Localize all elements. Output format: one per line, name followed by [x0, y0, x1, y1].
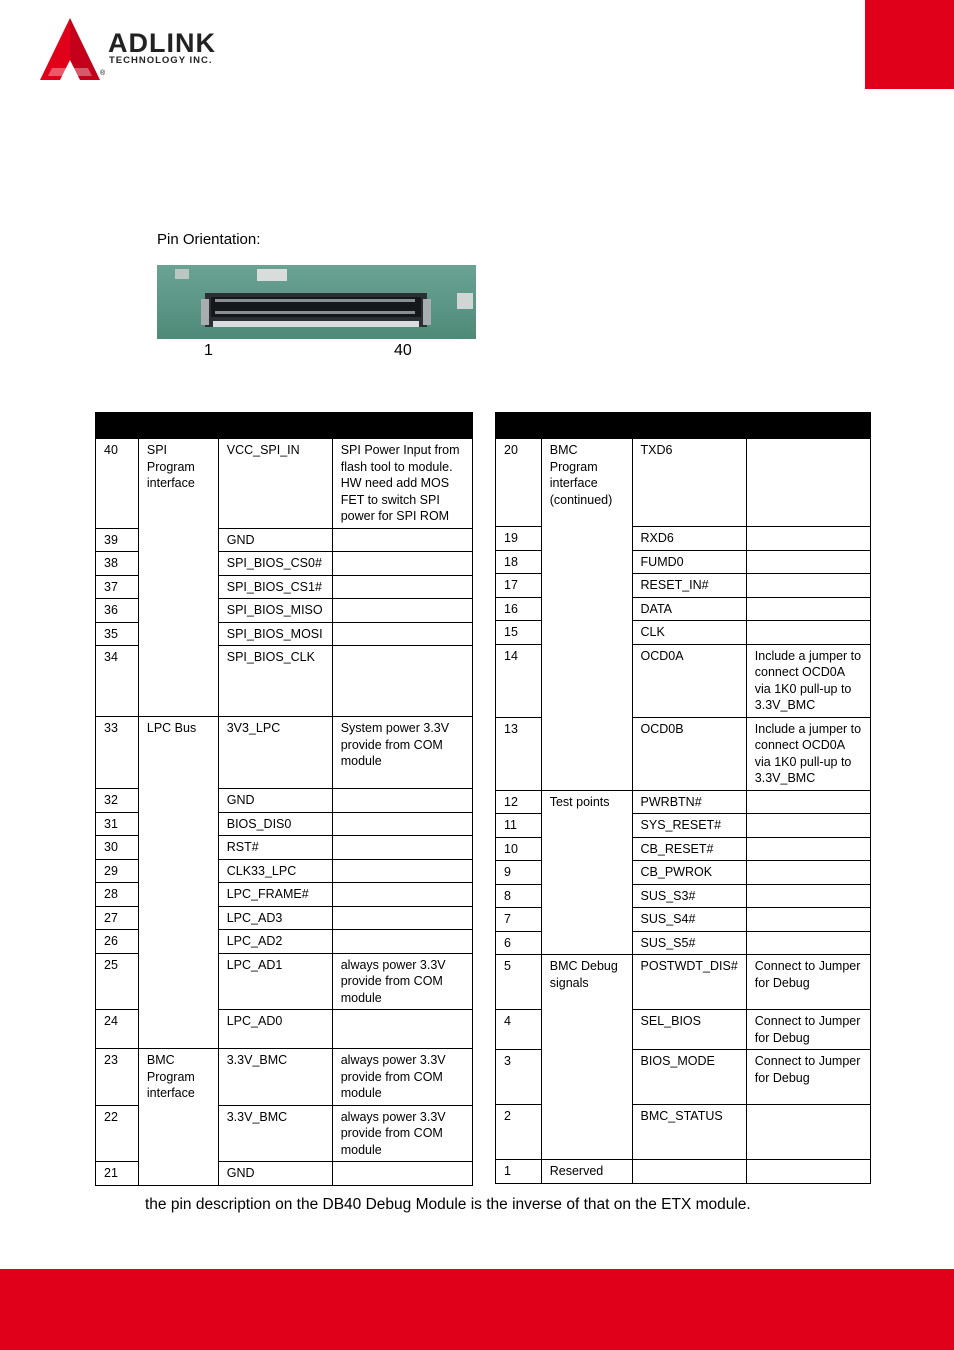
signal-name: RESET_IN#: [632, 574, 746, 598]
signal-name: SEL_BIOS: [632, 1010, 746, 1050]
pin-number: 39: [96, 528, 139, 552]
signal-name: RST#: [218, 836, 332, 860]
signal-name: CB_RESET#: [632, 837, 746, 861]
pin-description: [746, 597, 870, 621]
pin-description: [332, 599, 472, 623]
pin-description: Include a jumper to connect OCD0A via 1K0 pull-up to 3.3V_BMC: [746, 717, 870, 790]
pin-description: [332, 859, 472, 883]
pin-description: [746, 790, 870, 814]
signal-name: CLK: [632, 621, 746, 645]
pin-description: [332, 812, 472, 836]
pin-description: [332, 1010, 472, 1049]
pin-number: 7: [496, 908, 542, 932]
pin-description: Connect to Jumper for Debug: [746, 1050, 870, 1105]
signal-group: BMC Program interface: [138, 1049, 218, 1186]
pin-description: [332, 646, 472, 717]
pin-description: [746, 574, 870, 598]
pin-description: [332, 930, 472, 954]
pin-description: [746, 861, 870, 885]
pin-number: 16: [496, 597, 542, 621]
pin-description: [332, 575, 472, 599]
pin-number: 31: [96, 812, 139, 836]
pin-number: 12: [496, 790, 542, 814]
pin-description: [746, 908, 870, 932]
pin-number: 32: [96, 789, 139, 813]
table-header-row: [96, 413, 473, 439]
pin-number: 24: [96, 1010, 139, 1049]
table-row: [496, 790, 871, 814]
signal-name: TXD6: [632, 439, 746, 527]
signal-name: LPC_AD0: [218, 1010, 332, 1049]
signal-name: SUS_S5#: [632, 931, 746, 955]
signal-name: GND: [218, 528, 332, 552]
pin-number: 28: [96, 883, 139, 907]
pin-number: 11: [496, 814, 542, 838]
pin-description: Include a jumper to connect OCD0A via 1K0 pull-up to 3.3V_BMC: [746, 644, 870, 717]
pin-description: [332, 836, 472, 860]
pin-number: 5: [496, 955, 542, 1010]
pin-description: [746, 621, 870, 645]
signal-name: FUMD0: [632, 550, 746, 574]
pin-number: 40: [96, 439, 139, 529]
pin-number: 23: [96, 1049, 139, 1106]
pin-number: 37: [96, 575, 139, 599]
signal-name: POSTWDT_DIS#: [632, 955, 746, 1010]
pin-number: 27: [96, 906, 139, 930]
pin-description: SPI Power Input from flash tool to module. HW need add MOS FET to switch SPI power for SPI ROM: [332, 439, 472, 529]
signal-group: BMC Program interface (continued): [541, 439, 632, 791]
pin-number: 18: [496, 550, 542, 574]
pin-number: 13: [496, 717, 542, 790]
footnote: the pin description on the DB40 Debug Module is the inverse of that on the ETX module.: [145, 1196, 751, 1213]
pin-number: 17: [496, 574, 542, 598]
signal-name: CB_PWROK: [632, 861, 746, 885]
pin-number: 21: [96, 1162, 139, 1186]
brand-subtitle: TECHNOLOGY INC.: [109, 55, 213, 66]
pin-number: 15: [496, 621, 542, 645]
pin-description: [332, 622, 472, 646]
signal-name: OCD0B: [632, 717, 746, 790]
pin-description: Connect to Jumper for Debug: [746, 1010, 870, 1050]
pin-description: [332, 883, 472, 907]
pin-description: System power 3.3V provide from COM module: [332, 717, 472, 789]
pin-description: [746, 439, 870, 527]
signal-name: BMC_STATUS: [632, 1105, 746, 1160]
pin-number: 36: [96, 599, 139, 623]
pin-table-left: [95, 412, 473, 1186]
signal-name: PWRBTN#: [632, 790, 746, 814]
pin-number: 1: [496, 1160, 542, 1184]
signal-name: BIOS_MODE: [632, 1050, 746, 1105]
pin-number: 6: [496, 931, 542, 955]
pin-description: [746, 884, 870, 908]
signal-name: SYS_RESET#: [632, 814, 746, 838]
signal-name: SPI_BIOS_CLK: [218, 646, 332, 717]
signal-name: SPI_BIOS_MOSI: [218, 622, 332, 646]
pin-number: 29: [96, 859, 139, 883]
table-row: [496, 955, 871, 1010]
pin-number: 33: [96, 717, 139, 789]
signal-group: Reserved: [541, 1160, 632, 1184]
signal-name: GND: [218, 789, 332, 813]
connector-photo: [157, 265, 476, 339]
signal-name: LPC_AD2: [218, 930, 332, 954]
pin-number: 35: [96, 622, 139, 646]
pin-description: [746, 550, 870, 574]
signal-name: CLK33_LPC: [218, 859, 332, 883]
pin-description: [746, 527, 870, 551]
brand-name: ADLINK: [108, 28, 216, 58]
table-row: [96, 439, 473, 529]
signal-name: SUS_S4#: [632, 908, 746, 932]
signal-group: LPC Bus: [138, 717, 218, 1049]
signal-name: SPI_BIOS_MISO: [218, 599, 332, 623]
signal-name: LPC_FRAME#: [218, 883, 332, 907]
pin-number: 8: [496, 884, 542, 908]
pin-description: [332, 528, 472, 552]
signal-name: 3.3V_BMC: [218, 1049, 332, 1106]
pin-1-label: 1: [204, 342, 213, 359]
pin-number: 14: [496, 644, 542, 717]
signal-name: OCD0A: [632, 644, 746, 717]
signal-name: LPC_AD3: [218, 906, 332, 930]
pin-number: 20: [496, 439, 542, 527]
pin-description: [332, 1162, 472, 1186]
pin-description: [332, 789, 472, 813]
signal-name: SPI_BIOS_CS0#: [218, 552, 332, 576]
pin-number: 3: [496, 1050, 542, 1105]
table-header-row: [496, 413, 871, 439]
signal-name: [632, 1160, 746, 1184]
pin-number: 22: [96, 1105, 139, 1162]
pin-description: always power 3.3V provide from COM module: [332, 1049, 472, 1106]
pin-description: Connect to Jumper for Debug: [746, 955, 870, 1010]
pin-number: 25: [96, 953, 139, 1010]
adlink-triangle-icon: [38, 16, 108, 86]
footer-red-bar: [0, 1269, 954, 1350]
pin-description: [332, 552, 472, 576]
pin-description: always power 3.3V provide from COM module: [332, 1105, 472, 1162]
pin-number: 10: [496, 837, 542, 861]
pin-number: 2: [496, 1105, 542, 1160]
pin-description: [746, 814, 870, 838]
table-row: [496, 439, 871, 527]
signal-name: LPC_AD1: [218, 953, 332, 1010]
table-row: [96, 1049, 473, 1106]
pin-description: [746, 1105, 870, 1160]
pin-40-label: 40: [394, 342, 412, 359]
signal-name: VCC_SPI_IN: [218, 439, 332, 529]
header-red-tab: [865, 0, 954, 89]
pin-number: 4: [496, 1010, 542, 1050]
signal-group: BMC Debug signals: [541, 955, 632, 1160]
signal-name: DATA: [632, 597, 746, 621]
registered-mark: ®: [100, 70, 106, 77]
pin-description: always power 3.3V provide from COM module: [332, 953, 472, 1010]
pin-description: [746, 837, 870, 861]
pin-description: [332, 906, 472, 930]
pin-number: 9: [496, 861, 542, 885]
signal-name: GND: [218, 1162, 332, 1186]
signal-group: Test points: [541, 790, 632, 955]
signal-name: SPI_BIOS_CS1#: [218, 575, 332, 599]
signal-name: BIOS_DIS0: [218, 812, 332, 836]
signal-name: SUS_S3#: [632, 884, 746, 908]
pin-number: 26: [96, 930, 139, 954]
pin-orientation-label: Pin Orientation:: [157, 231, 261, 248]
signal-name: RXD6: [632, 527, 746, 551]
signal-name: 3V3_LPC: [218, 717, 332, 789]
pin-number: 30: [96, 836, 139, 860]
pin-number: 34: [96, 646, 139, 717]
pin-number: 38: [96, 552, 139, 576]
signal-group: SPI Program interface: [138, 439, 218, 717]
table-row: [496, 1160, 871, 1184]
pin-number: 19: [496, 527, 542, 551]
pin-description: [746, 1160, 870, 1184]
table-row: [96, 717, 473, 789]
signal-name: 3.3V_BMC: [218, 1105, 332, 1162]
pin-table-right: [495, 412, 871, 1184]
pin-description: [746, 931, 870, 955]
